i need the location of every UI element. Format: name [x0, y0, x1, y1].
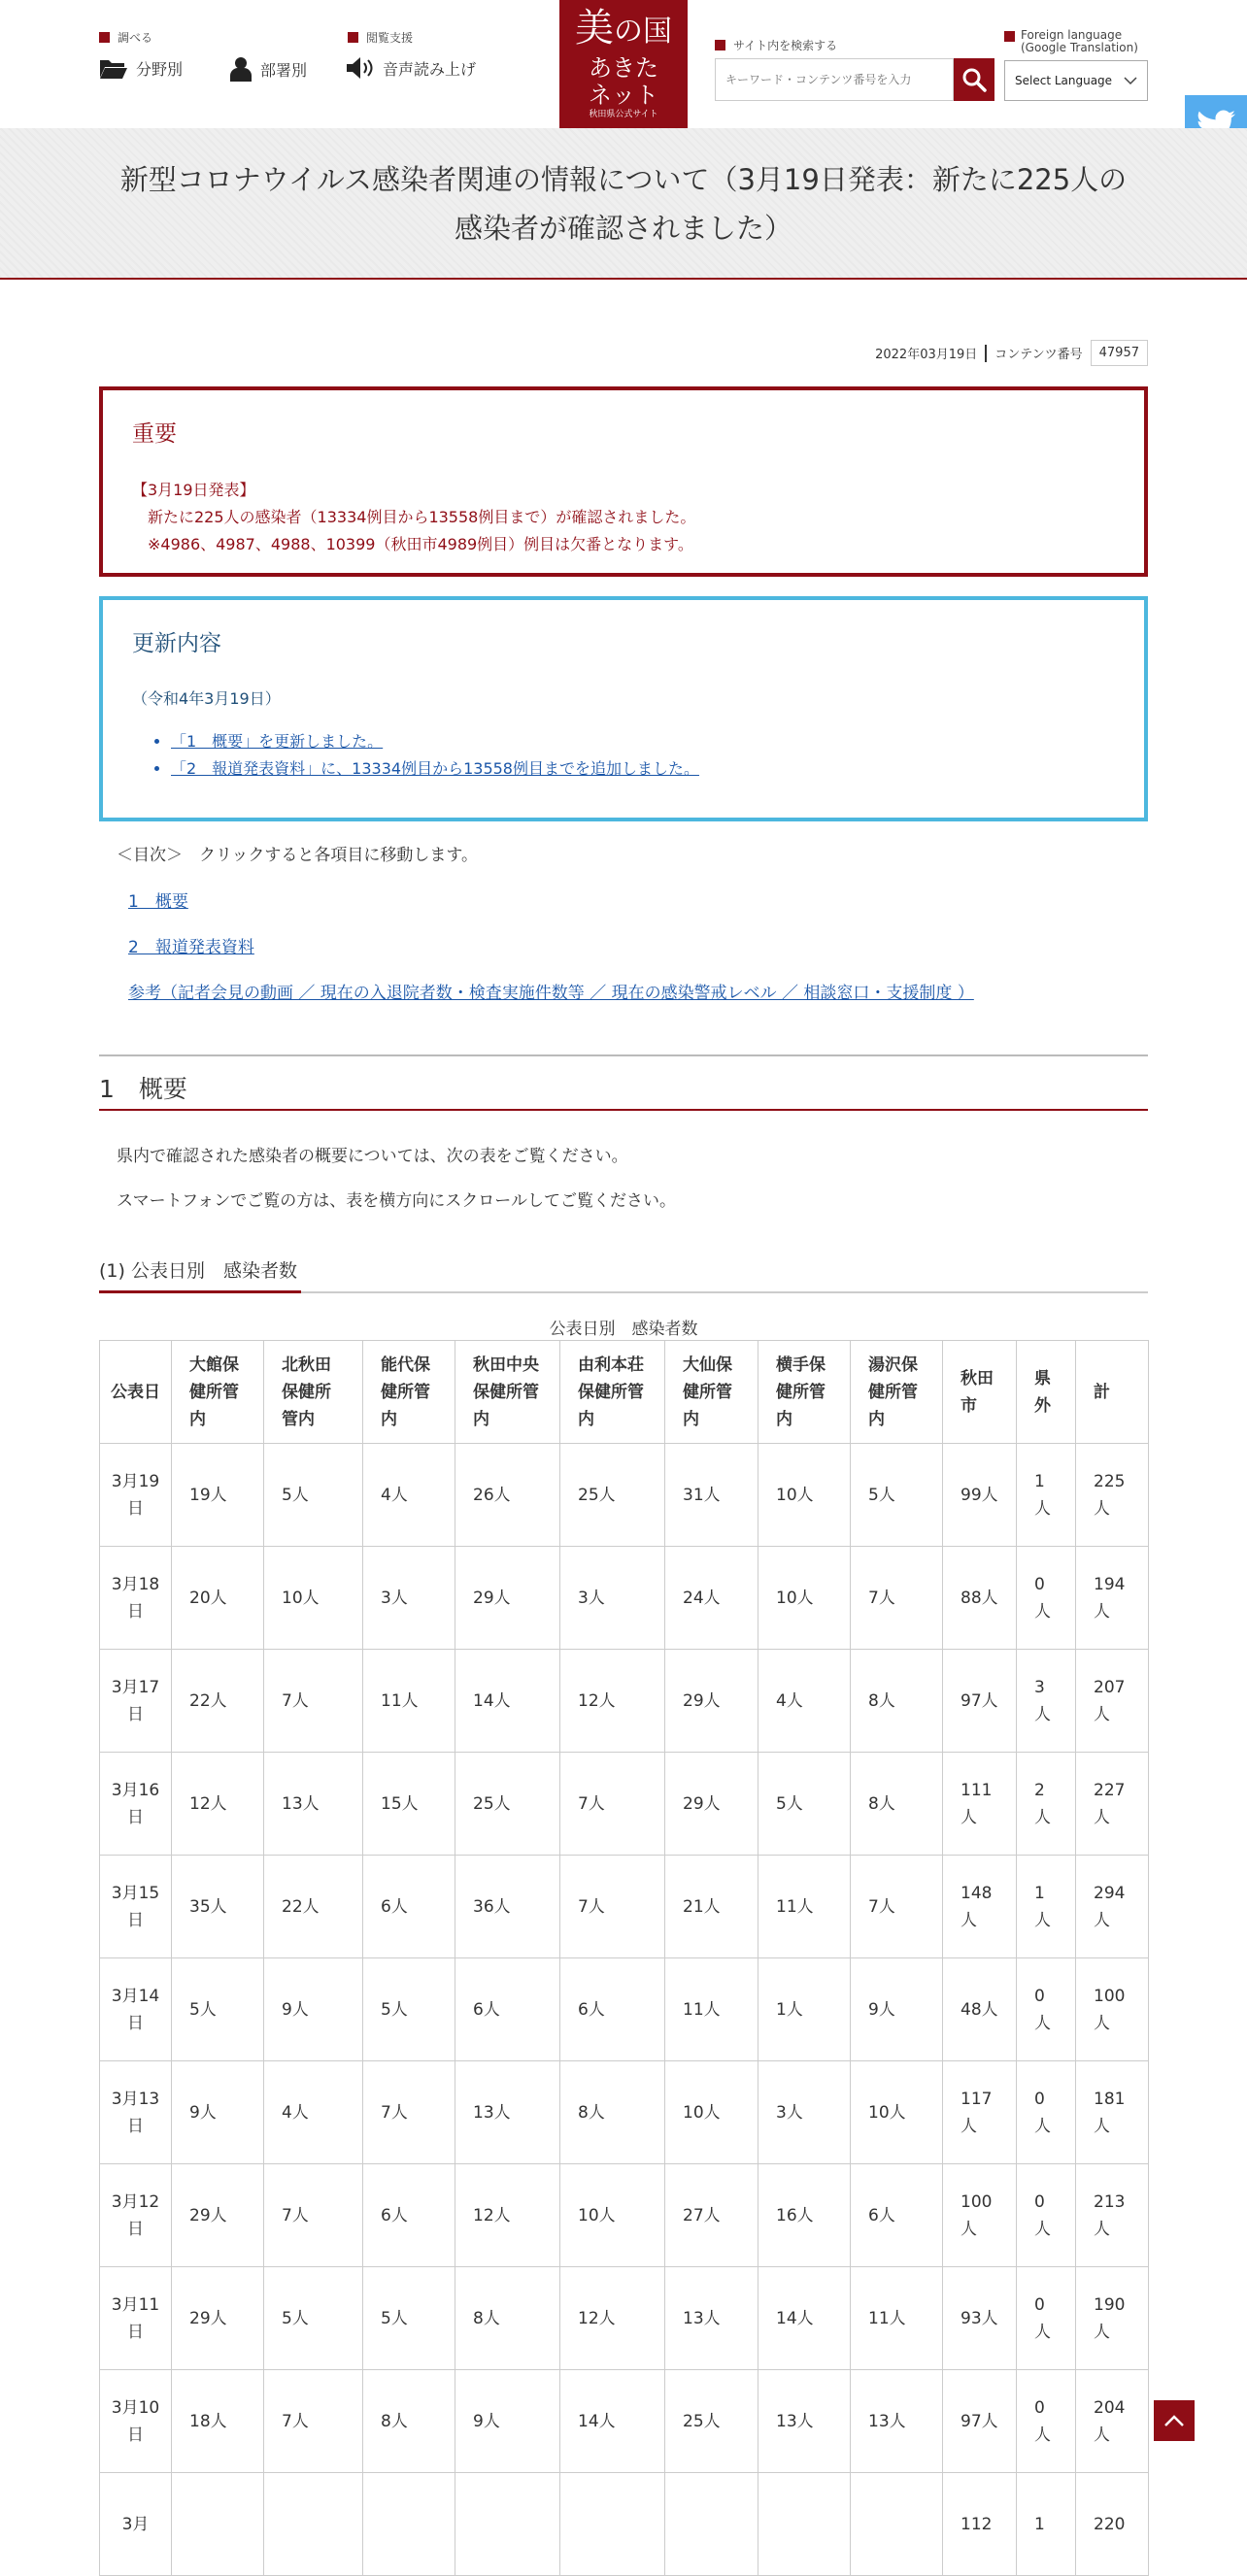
count-cell: 6人 — [363, 1856, 455, 1958]
count-cell: 294人 — [1076, 1856, 1149, 1958]
update-heading: 更新内容 — [132, 631, 221, 656]
toc-intro: ＜目次＞ クリックすると各項目に移動します。 — [117, 846, 478, 865]
count-cell: 10人 — [665, 2061, 758, 2164]
column-header: 大館保健所管内 — [172, 1341, 264, 1444]
count-cell: 13人 — [758, 2370, 851, 2473]
table-row — [100, 2164, 1149, 2267]
site-header — [0, 0, 1247, 128]
count-cell: 13人 — [455, 2061, 560, 2164]
search-input[interactable] — [715, 58, 954, 101]
update-item — [171, 728, 1115, 755]
toc-link-reference[interactable]: 参考（記者会見の動画 ／ 現在の入退院者数・検査実施件数等 ／ 現在の感染警戒レベル ／ 相談窓口・支援制度 ） — [128, 984, 974, 1003]
count-cell: 11人 — [665, 1958, 758, 2061]
divider — [985, 345, 987, 362]
column-header: 北秋田保健所管内 — [264, 1341, 363, 1444]
count-cell: 0人 — [1017, 1958, 1076, 2061]
update-link[interactable]: 「1 概要」を更新しました。 — [171, 732, 384, 751]
important-notice — [99, 386, 1148, 577]
important-line: 【3月19日発表】 — [132, 481, 255, 499]
count-cell: 10人 — [758, 1444, 851, 1547]
count-cell: 148人 — [943, 1856, 1017, 1958]
count-cell: 8人 — [363, 2370, 455, 2473]
back-to-top-button[interactable] — [1154, 2400, 1195, 2441]
count-cell: 12人 — [455, 2164, 560, 2267]
count-cell: 26人 — [455, 1444, 560, 1547]
count-cell: 19人 — [172, 1444, 264, 1547]
count-cell: 7人 — [264, 2164, 363, 2267]
square-marker-icon — [1004, 31, 1015, 42]
count-cell: 4人 — [758, 1650, 851, 1753]
count-cell: 225人 — [1076, 1444, 1149, 1547]
table-row — [100, 2267, 1149, 2370]
count-cell — [851, 2473, 943, 2576]
count-cell: 1人 — [1017, 1856, 1076, 1958]
count-cell — [665, 2473, 758, 2576]
date-cell: 3月13日 — [100, 2061, 172, 2164]
table-row — [100, 1958, 1149, 2061]
count-cell: 29人 — [172, 2164, 264, 2267]
count-cell: 5人 — [758, 1753, 851, 1856]
count-cell: 14人 — [455, 1650, 560, 1753]
count-cell: 6人 — [455, 1958, 560, 2061]
date-cell: 3月17日 — [100, 1650, 172, 1753]
toc-link-press[interactable]: 2 報道発表資料 — [128, 938, 254, 957]
count-cell: 29人 — [665, 1753, 758, 1856]
table-header-row — [100, 1341, 1149, 1444]
count-cell: 3人 — [560, 1547, 665, 1650]
count-cell: 7人 — [851, 1547, 943, 1650]
page-meta — [875, 340, 1148, 366]
count-cell: 190人 — [1076, 2267, 1149, 2370]
count-cell: 27人 — [665, 2164, 758, 2267]
search-button[interactable] — [954, 58, 994, 101]
count-cell: 194人 — [1076, 1547, 1149, 1650]
count-cell: 4人 — [363, 1444, 455, 1547]
subsection-heading: (1) 公表日別 感染者数 — [99, 1256, 1148, 1293]
table-row — [100, 1753, 1149, 1856]
count-cell: 5人 — [264, 2267, 363, 2370]
overview-text: 県内で確認された感染者の概要については、次の表をご覧ください。 — [117, 1147, 628, 1166]
nav-by-department[interactable]: 部署別 — [229, 56, 307, 82]
count-cell: 22人 — [172, 1650, 264, 1753]
count-cell: 5人 — [363, 1958, 455, 2061]
count-cell: 9人 — [455, 2370, 560, 2473]
table-row — [100, 2061, 1149, 2164]
page-title: 新型コロナウイルス感染者関連の情報について（3月19日発表：新たに225人の 感染者が確認されました） — [119, 163, 1128, 245]
language-select[interactable]: Select Language — [1004, 60, 1148, 101]
column-header: 横手保健所管内 — [758, 1341, 851, 1444]
column-header: 由利本荘保健所管内 — [560, 1341, 665, 1444]
site-search-label: サイト内を検索する — [715, 37, 837, 53]
count-cell: 111人 — [943, 1753, 1017, 1856]
count-cell: 20人 — [172, 1547, 264, 1650]
content-number: 47957 — [1091, 340, 1148, 366]
count-cell: 25人 — [455, 1753, 560, 1856]
count-cell: 6人 — [560, 1958, 665, 2061]
count-cell: 8人 — [851, 1650, 943, 1753]
count-cell: 36人 — [455, 1856, 560, 1958]
count-cell: 21人 — [665, 1856, 758, 1958]
count-cell: 5人 — [172, 1958, 264, 2061]
column-header: 秋田中央保健所管内 — [455, 1341, 560, 1444]
date-cell: 3月19日 — [100, 1444, 172, 1547]
count-cell — [758, 2473, 851, 2576]
chevron-up-icon — [1163, 2414, 1185, 2427]
count-cell: 29人 — [665, 1650, 758, 1753]
count-cell: 10人 — [851, 2061, 943, 2164]
count-cell: 9人 — [264, 1958, 363, 2061]
important-line: ※4986、4987、4988、10399（秋田市4989例目）例目は欠番となります。 — [132, 535, 693, 553]
count-cell: 22人 — [264, 1856, 363, 1958]
update-list — [132, 728, 1115, 783]
count-cell — [560, 2473, 665, 2576]
count-cell: 5人 — [363, 2267, 455, 2370]
count-cell: 99人 — [943, 1444, 1017, 1547]
count-cell: 0人 — [1017, 1547, 1076, 1650]
column-header: 湯沢保健所管内 — [851, 1341, 943, 1444]
update-date: （令和4年3月19日） — [132, 689, 281, 708]
speaker-icon — [346, 56, 375, 80]
column-header: 公表日 — [100, 1341, 172, 1444]
foreign-language-label: Foreign language (Google Translation) — [1004, 29, 1138, 54]
count-cell: 204人 — [1076, 2370, 1149, 2473]
column-header: 能代保健所管内 — [363, 1341, 455, 1444]
count-cell: 29人 — [172, 2267, 264, 2370]
count-cell: 16人 — [758, 2164, 851, 2267]
count-cell: 7人 — [363, 2061, 455, 2164]
count-cell: 7人 — [560, 1856, 665, 1958]
count-cell: 88人 — [943, 1547, 1017, 1650]
count-cell: 0人 — [1017, 2061, 1076, 2164]
date-cell: 3月18日 — [100, 1547, 172, 1650]
count-cell: 100人 — [1076, 1958, 1149, 2061]
search-group-label: 調べる — [99, 29, 152, 46]
count-cell: 10人 — [264, 1547, 363, 1650]
count-cell: 11人 — [851, 2267, 943, 2370]
date-cell: 3月11日 — [100, 2267, 172, 2370]
count-cell: 213人 — [1076, 2164, 1149, 2267]
count-cell: 5人 — [851, 1444, 943, 1547]
count-cell: 24人 — [665, 1547, 758, 1650]
table-row — [100, 1856, 1149, 1958]
count-cell: 35人 — [172, 1856, 264, 1958]
count-cell: 6人 — [851, 2164, 943, 2267]
count-cell: 5人 — [264, 1444, 363, 1547]
count-cell: 97人 — [943, 2370, 1017, 2473]
table-row — [100, 1444, 1149, 1547]
count-cell: 220 — [1076, 2473, 1149, 2576]
toc-link-overview[interactable]: 1 概要 — [128, 892, 188, 912]
count-cell: 15人 — [363, 1753, 455, 1856]
column-header: 県外 — [1017, 1341, 1076, 1444]
count-cell: 8人 — [851, 1753, 943, 1856]
search-icon — [961, 67, 987, 92]
count-cell: 93人 — [943, 2267, 1017, 2370]
count-cell: 0人 — [1017, 2370, 1076, 2473]
count-cell: 181人 — [1076, 2061, 1149, 2164]
count-cell: 1人 — [758, 1958, 851, 2061]
count-cell: 4人 — [264, 2061, 363, 2164]
date-cell: 3月14日 — [100, 1958, 172, 2061]
nav-read-aloud[interactable]: 音声読み上げ — [346, 56, 476, 80]
section-heading-overview: 1 概要 — [99, 1054, 1148, 1111]
count-cell: 0人 — [1017, 2164, 1076, 2267]
important-line: 新たに225人の感染者（13334例目から13558例目まで）が確認されました。 — [132, 508, 696, 526]
title-band — [0, 128, 1247, 280]
count-cell — [455, 2473, 560, 2576]
table-body — [100, 1444, 1149, 2576]
count-cell: 13人 — [665, 2267, 758, 2370]
count-cell — [172, 2473, 264, 2576]
table-row — [100, 2370, 1149, 2473]
table-row — [100, 2473, 1149, 2576]
content-number-label: コンテンツ番号 — [994, 348, 1083, 362]
count-cell: 9人 — [851, 1958, 943, 2061]
count-cell: 207人 — [1076, 1650, 1149, 1753]
count-cell: 10人 — [758, 1547, 851, 1650]
count-cell: 18人 — [172, 2370, 264, 2473]
count-cell: 1人 — [1017, 1444, 1076, 1547]
person-icon — [229, 56, 253, 82]
count-cell: 12人 — [560, 1650, 665, 1753]
nav-by-field[interactable]: 分野別 — [99, 56, 183, 80]
count-cell: 7人 — [264, 2370, 363, 2473]
count-cell: 25人 — [665, 2370, 758, 2473]
count-cell: 112 — [943, 2473, 1017, 2576]
count-cell: 2人 — [1017, 1753, 1076, 1856]
count-cell: 11人 — [363, 1650, 455, 1753]
count-cell: 3人 — [363, 1547, 455, 1650]
count-cell: 3人 — [1017, 1650, 1076, 1753]
count-cell: 9人 — [172, 2061, 264, 2164]
chevron-down-icon — [1124, 76, 1137, 85]
update-item — [171, 755, 1115, 783]
count-cell: 13人 — [264, 1753, 363, 1856]
scroll-hint-text: スマートフォンでご覧の方は、表を横方向にスクロールしてご覧ください。 — [117, 1191, 676, 1211]
count-cell: 97人 — [943, 1650, 1017, 1753]
date-cell: 3月 — [100, 2473, 172, 2576]
count-cell: 0人 — [1017, 2267, 1076, 2370]
count-cell — [264, 2473, 363, 2576]
count-cell: 7人 — [851, 1856, 943, 1958]
count-cell: 8人 — [560, 2061, 665, 2164]
date-cell: 3月12日 — [100, 2164, 172, 2267]
table-row — [100, 1650, 1149, 1753]
square-marker-icon — [99, 32, 110, 43]
date-cell: 3月15日 — [100, 1856, 172, 1958]
count-cell: 14人 — [758, 2267, 851, 2370]
count-cell: 1 — [1017, 2473, 1076, 2576]
cases-by-date-table — [99, 1340, 1149, 2576]
folder-icon — [99, 56, 128, 80]
count-cell: 8人 — [455, 2267, 560, 2370]
count-cell: 6人 — [363, 2164, 455, 2267]
count-cell: 227人 — [1076, 1753, 1149, 1856]
count-cell: 10人 — [560, 2164, 665, 2267]
column-header: 秋田市 — [943, 1341, 1017, 1444]
column-header: 大仙保健所管内 — [665, 1341, 758, 1444]
publish-date: 2022年03月19日 — [875, 348, 978, 362]
count-cell: 31人 — [665, 1444, 758, 1547]
count-cell: 3人 — [758, 2061, 851, 2164]
update-notice — [99, 596, 1148, 821]
table-caption: 公表日別 感染者数 — [549, 1320, 698, 1339]
count-cell: 11人 — [758, 1856, 851, 1958]
date-cell: 3月16日 — [100, 1753, 172, 1856]
square-marker-icon — [348, 32, 358, 43]
column-header: 計 — [1076, 1341, 1149, 1444]
site-logo[interactable]: 美の国 あきた ネット 秋田県公式サイト — [559, 0, 688, 128]
count-cell: 100人 — [943, 2164, 1017, 2267]
support-group-label: 閲覧支援 — [348, 29, 413, 46]
count-cell: 48人 — [943, 1958, 1017, 2061]
count-cell: 25人 — [560, 1444, 665, 1547]
count-cell — [363, 2473, 455, 2576]
count-cell: 12人 — [172, 1753, 264, 1856]
count-cell: 29人 — [455, 1547, 560, 1650]
table-row — [100, 1547, 1149, 1650]
update-link[interactable]: 「2 報道発表資料」に、13334例目から13558例目までを追加しました。 — [171, 759, 699, 778]
date-cell: 3月10日 — [100, 2370, 172, 2473]
count-cell: 117人 — [943, 2061, 1017, 2164]
count-cell: 7人 — [560, 1753, 665, 1856]
count-cell: 14人 — [560, 2370, 665, 2473]
important-heading: 重要 — [132, 421, 177, 447]
count-cell: 13人 — [851, 2370, 943, 2473]
square-marker-icon — [715, 40, 725, 50]
count-cell: 7人 — [264, 1650, 363, 1753]
count-cell: 12人 — [560, 2267, 665, 2370]
